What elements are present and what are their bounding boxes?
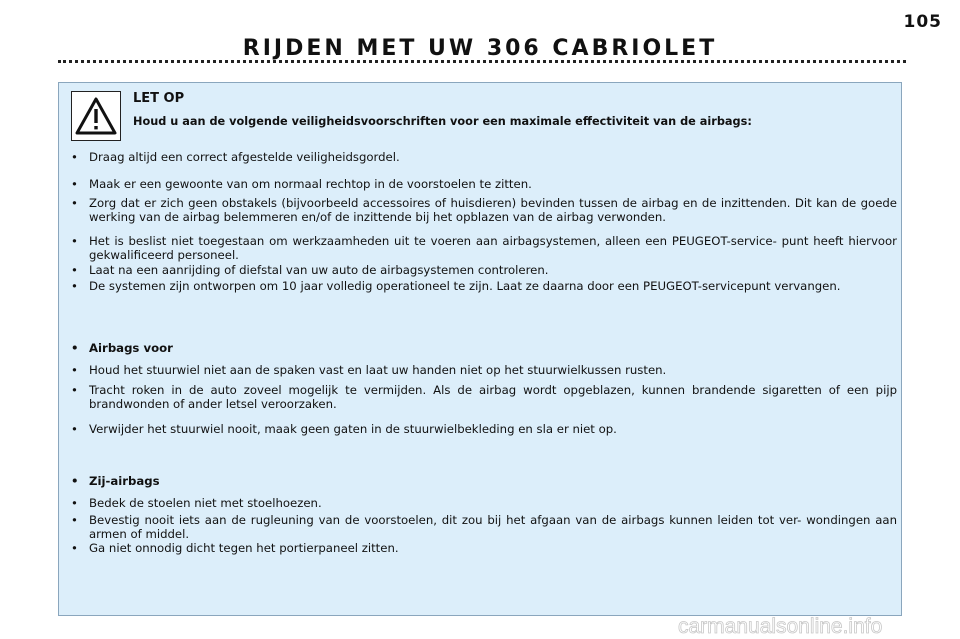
bullet: • <box>71 474 79 488</box>
page-title: RIJDEN MET UW 306 CABRIOLET <box>242 36 718 61</box>
list-item: • Houd het stuurwiel niet aan de spaken vast en laat uw handen niet op het stuurwielkussen rusten. <box>71 363 667 377</box>
bullet: • <box>71 383 78 397</box>
dotted-rule <box>58 60 906 63</box>
list-item: • Zorg dat er zich geen obstakels (bijvoorbeeld accessoires of huisdieren) bevinden tussen de airbag en de inzittenden. Dit kan de goede werking van de airbag belemmeren en/of de inzittende bij het opblazen van de airbag verwonden. <box>71 196 897 224</box>
watermark <box>676 612 956 638</box>
bullet: • <box>71 422 78 436</box>
bullet: • <box>71 196 78 210</box>
watermark-text: carmanualsonline.info <box>678 615 883 638</box>
section-heading-front-airbags: • Airbags voor <box>71 341 173 355</box>
bullet: • <box>71 279 78 293</box>
list-item: • Maak er een gewoonte van om normaal rechtop in de voorstoelen te zitten. <box>71 177 532 191</box>
list-item: • Verwijder het stuurwiel nooit, maak geen gaten in de stuurwielbekleding en sla er niet op. <box>71 422 617 436</box>
notice-title: LET OP <box>133 91 185 106</box>
list-item: • Draag altijd een correct afgestelde veiligheidsgordel. <box>71 150 400 164</box>
list-item: • Laat na een aanrijding of diefstal van uw auto de airbagsystemen controleren. <box>71 263 549 277</box>
list-item: • Bedek de stoelen niet met stoelhoezen. <box>71 496 322 510</box>
page-number: 105 <box>903 12 942 32</box>
section-heading-side-airbags: • Zij-airbags <box>71 474 160 488</box>
list-item: • De systemen zijn ontworpen om 10 jaar volledig operationeel te zijn. Laat ze daarna door een PEUGEOT-servicepunt vervangen. <box>71 279 841 293</box>
list-item: • Bevestig nooit iets aan de rugleuning van de voorstoelen, dit zou bij het afgaan van de airbags kunnen leiden tot ver- wondingen aan armen of middel. <box>71 513 897 541</box>
bullet: • <box>71 263 78 277</box>
bullet: • <box>71 541 78 555</box>
bullet: • <box>71 341 79 355</box>
bullet: • <box>71 513 78 527</box>
bullet: • <box>71 363 78 377</box>
bullet: • <box>71 234 78 248</box>
list-item: • Het is beslist niet toegestaan om werkzaamheden uit te voeren aan airbagsystemen, alleen een PEUGEOT-service- punt heeft hiervoor gekwalificeerd personeel. <box>71 234 897 262</box>
bullet: • <box>71 496 78 510</box>
list-item: • Ga niet onnodig dicht tegen het portierpaneel zitten. <box>71 541 399 555</box>
warning-panel <box>58 82 902 616</box>
list-item: • Tracht roken in de auto zoveel mogelijk te vermijden. Als de airbag wordt opgeblazen, kunnen brandende sigaretten of een pijp brandwonden of ander letsel veroorzaken. <box>71 383 897 411</box>
notice-intro: Houd u aan de volgende veiligheidsvoorschriften voor een maximale effectiviteit van de airbags: <box>133 115 752 128</box>
warning-triangle-icon <box>71 91 121 141</box>
bullet: • <box>71 150 78 164</box>
bullet: • <box>71 177 78 191</box>
